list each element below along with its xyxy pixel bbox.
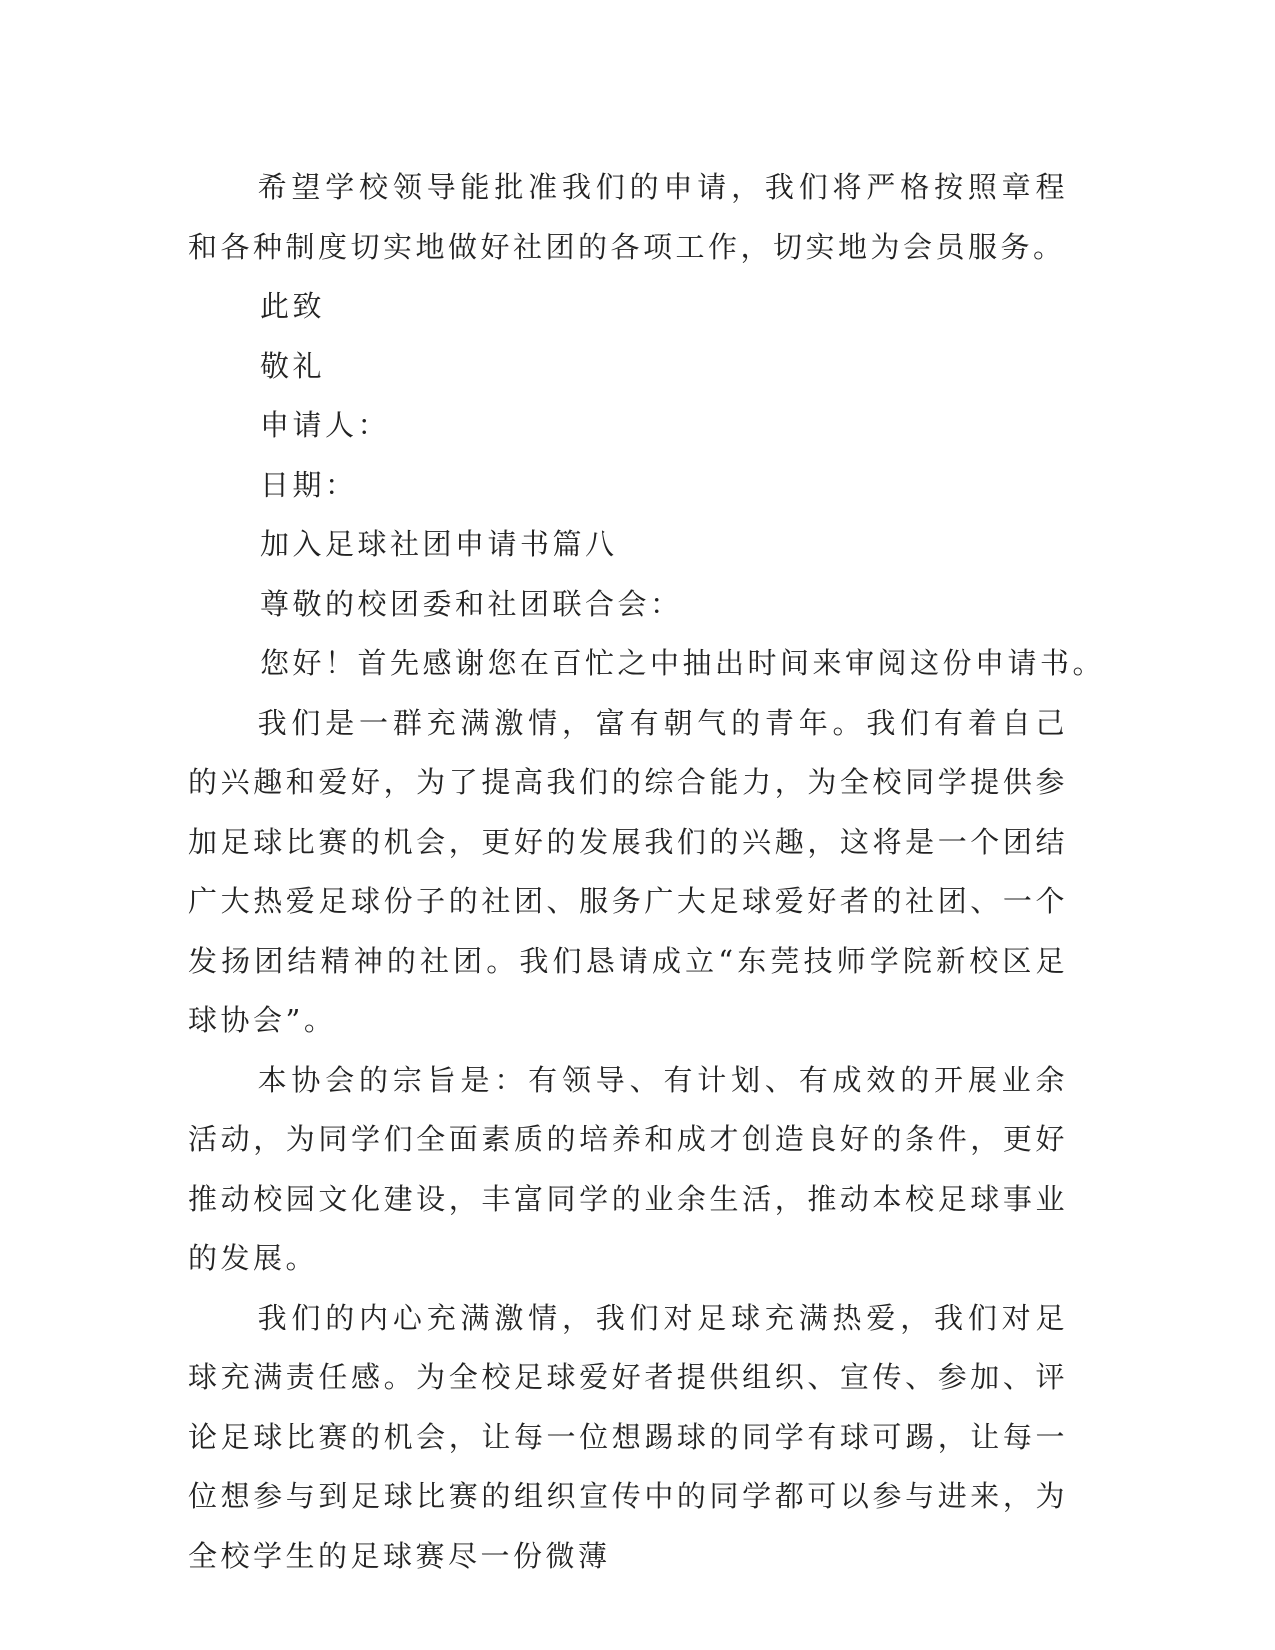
salutation-jingli: 敬礼 (260, 348, 326, 383)
passion-paragraph: 我们的内心充满激情，我们对足球充满热爱，我们对足球充满责任感。为全校足球爱好者提供组织、宣传、参加、评论足球比赛的机会，让每一位想踢球的同学有球可踢，让每一位想参与到足球比赛的组织宣传中的同学都可以参与进来，为全校学生的足球赛尽一份微薄 (188, 1300, 1068, 1573)
purpose-paragraph: 本协会的宗旨是：有领导、有计划、有成效的开展业余活动，为同学们全面素质的培养和成才创造良好的条件，更好推动校园文化建设，丰富同学的业余生活，推动本校足球事业的发展。 (188, 1062, 1068, 1275)
date-label: 日期： (260, 467, 358, 502)
document-body (188, 158, 1106, 1586)
intro-paragraph: 我们是一群充满激情，富有朝气的青年。我们有着自己的兴趣和爱好，为了提高我们的综合能力，为全校同学提供参加足球比赛的机会，更好的发展我们的兴趣，这将是一个团结广大热爱足球份子的社团、服务广大足球爱好者的社团、一个发扬团结精神的社团。我们恳请成立“东莞技师学院新校区足球协会”。 (188, 705, 1068, 1037)
applicant-label: 申请人： (260, 408, 391, 442)
closing-paragraph: 希望学校领导能批准我们的申请，我们将严格按照章程和各种制度切实地做好社团的各项工作，切实地为会员服务。 (188, 170, 1068, 264)
section-heading: 加入足球社团申请书篇八 (260, 527, 618, 561)
salutation-cizhi: 此致 (260, 289, 326, 323)
addressee: 尊敬的校团委和社团联合会： (260, 586, 683, 621)
greeting: 您好！首先感谢您在百忙之中抽出时间来审阅这份申请书。 (260, 646, 1106, 680)
